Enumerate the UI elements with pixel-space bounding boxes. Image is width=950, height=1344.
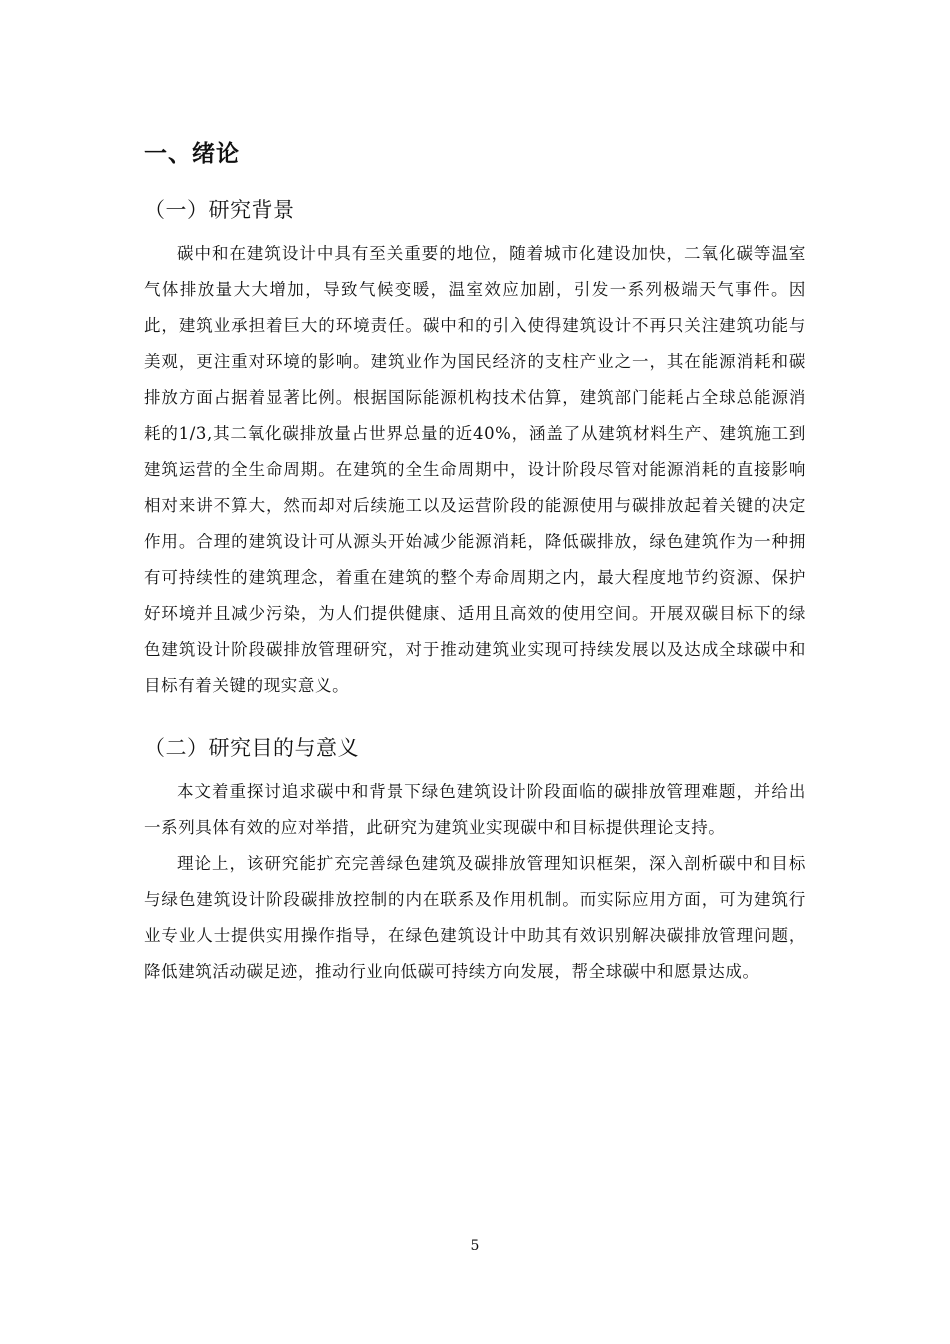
section-heading-background: （一）研究背景 [144, 198, 295, 222]
page-number: 5 [470, 1238, 480, 1254]
page-content [144, 136, 806, 990]
background-paragraph: 碳中和在建筑设计中具有至关重要的地位，随着城市化建设加快，二氧化碳等温室气体排放量大大增加，导致气候变暖，温室效应加剧，引发一系列极端天气事件。因此，建筑业承担着巨大的环境责任。碳中和的引入使得建筑设计不再只关注建筑功能与美观，更注重对环境的影响。建筑业作为国民经济的支柱产业之一，其在能源消耗和碳排放方面占据着显著比例。根据国际能源机构技术估算，建筑部门能耗占全球总能源消耗的1/3,其二氧化碳排放量占世界总量的近40%，涵盖了从建筑材料生产、建筑施工到建筑运营的全生命周期。在建筑的全生命周期中，设计阶段尽管对能源消耗的直接影响相对来讲不算大，然而却对后续施工以及运营阶段的能源使用与碳排放起着关键的决定作用。合理的建筑设计可从源头开始减少能源消耗，降低碳排放，绿色建筑作为一种拥有可持续性的建筑理念，着重在建筑的整个寿命周期之内，最大程度地节约资源、保护好环境并且减少污染，为人们提供健康、适用且高效的使用空间。开展双碳目标下的绿色建筑设计阶段碳排放管理研究，对于推动建筑业实现可持续发展以及达成全球碳中和目标有着关键的现实意义。 [144, 244, 806, 695]
section-heading-purpose: （二）研究目的与意义 [144, 736, 359, 760]
chapter-heading: 一、绪论 [144, 141, 240, 167]
significance-paragraph: 理论上，该研究能扩充完善绿色建筑及碳排放管理知识框架，深入剖析碳中和目标与绿色建筑设计阶段碳排放控制的内在联系及作用机制。而实际应用方面，可为建筑行业专业人士提供实用操作指导，在绿色建筑设计中助其有效识别解决碳排放管理问题，降低建筑活动碳足迹，推动行业向低碳可持续方向发展，帮全球碳中和愿景达成。 [144, 854, 806, 981]
purpose-paragraph: 本文着重探讨追求碳中和背景下绿色建筑设计阶段面临的碳排放管理难题，并给出一系列具体有效的应对举措，此研究为建筑业实现碳中和目标提供理论支持。 [144, 782, 806, 837]
